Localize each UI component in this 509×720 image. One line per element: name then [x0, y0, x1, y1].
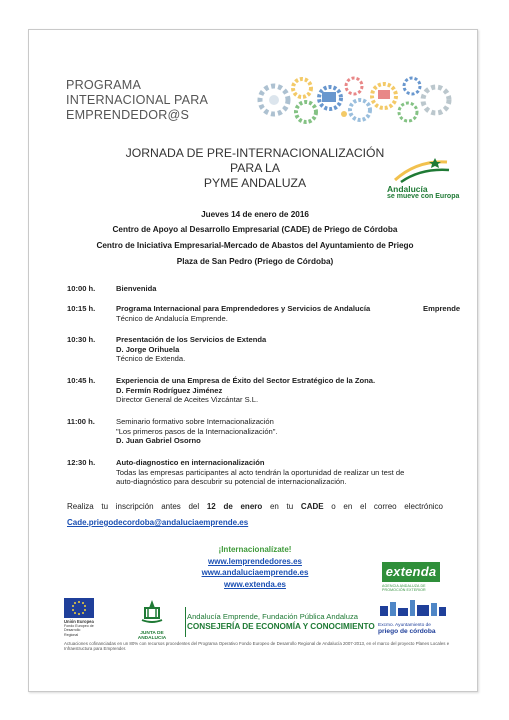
gears-banner-icon — [244, 70, 454, 128]
link-andaluciaemprende[interactable]: www.andaluciaemprende.es — [201, 568, 309, 577]
priego-skyline-icon — [378, 598, 448, 616]
priego-ayuntamiento-logo: Excmo. Ayuntamiento de priego de córdoba — [378, 598, 453, 635]
registration-email-link[interactable]: Cade.priegodecordoba@andaluciaemprende.es — [67, 518, 249, 527]
andalucia-europa-logo: Andalucía se mueve con Europa — [387, 156, 457, 200]
consejeria-text: Andalucía Emprende, Fundación Pública Andaluza CONSEJERÍA DE ECONOMÍA Y CONOCIMIENTO — [187, 612, 375, 631]
event-venue-2: Centro de Iniciativa Empresarial-Mercado de Abastos del Ayuntamiento de Priego — [96, 241, 414, 250]
registration-text: Realiza tu inscripción antes del 12 de enero en tu CADE o en el correo electrónico — [67, 502, 443, 511]
star-swoosh-icon — [387, 156, 457, 184]
event-venue-3: Plaza de San Pedro (Priego de Córdoba) — [176, 257, 334, 266]
link-extenda[interactable]: www.extenda.es — [224, 579, 286, 589]
website-links — [190, 544, 320, 590]
eu-logo: Unión Europea Fondo Europeo de Desarrollo Regional — [64, 598, 94, 637]
link-emprendedores[interactable]: www.lemprendedores.es — [208, 556, 302, 566]
event-heading: JORNADA DE PRE-INTERNACIONALIZACIÓN PARA LA PYME ANDALUZA — [125, 146, 385, 190]
logo-divider — [185, 607, 186, 637]
slogan: ¡Internacionalízate! — [218, 545, 292, 554]
footnote: Actuaciones cofinanciadas en un 80% con recursos procedentes del Programa Operativo Fondo Europeo de Desarrollo Regional de Andalucía 2007-2013, en el marco del proyecto Planes Locales e Infraestructura para Emprender. — [64, 641, 450, 652]
junta-emblem-icon — [137, 598, 167, 624]
extenda-logo: extenda AGENCIA ANDALUZA DE PROMOCIÓN EXTERIOR — [382, 562, 442, 610]
program-title: PROGRAMA INTERNACIONAL PARA EMPRENDEDOR@S — [66, 78, 209, 122]
event-date: Jueves 14 de enero de 2016 — [201, 210, 309, 219]
eu-flag-icon — [64, 598, 94, 618]
event-venue-1: Centro de Apoyo al Desarrollo Empresarial (CADE) de Priego de Córdoba — [112, 225, 398, 234]
junta-andalucia-logo: JUNTA DE ANDALUCIA — [126, 598, 178, 641]
